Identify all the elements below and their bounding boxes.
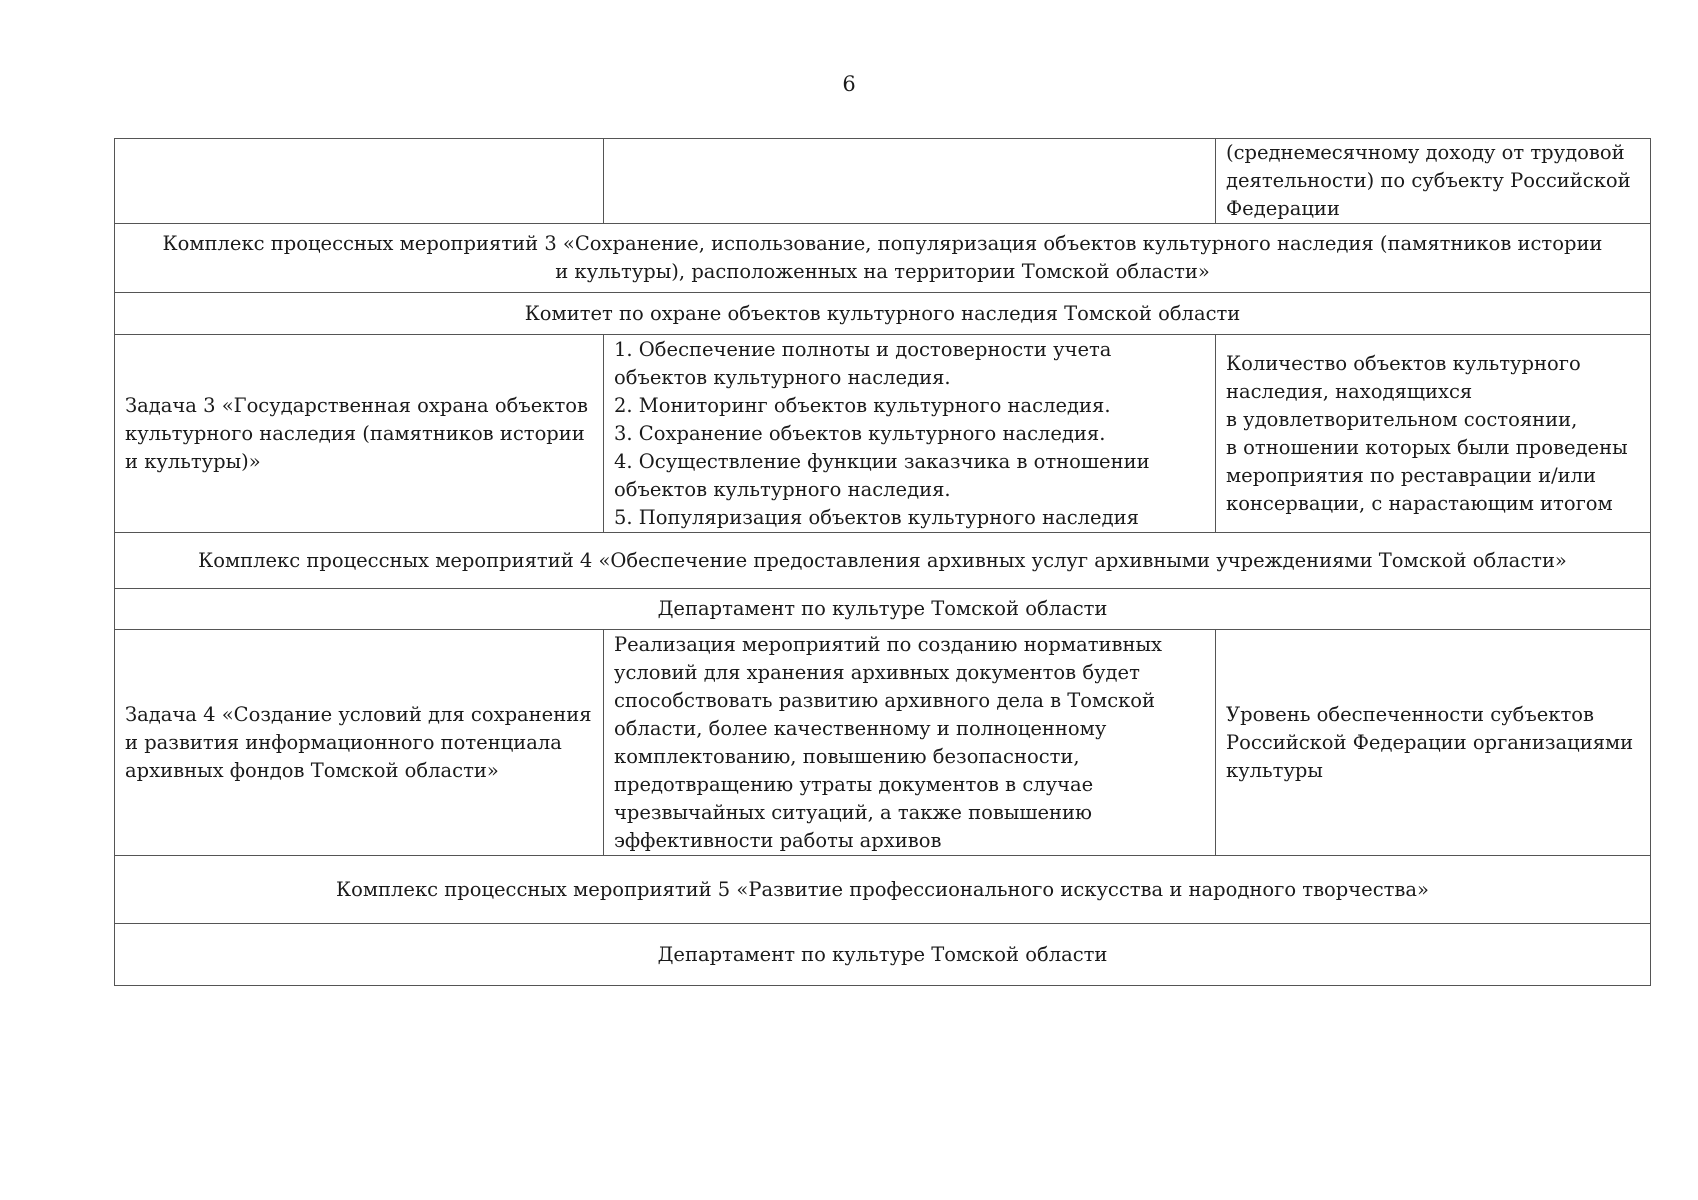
text-line: и культуры)» [125,449,261,473]
text-line: консервации, с нарастающим итогом [1226,491,1613,515]
text-line: и развития информационного потенциала [125,730,562,754]
text-line: Комплекс процессных мероприятий 3 «Сохранение, использование, популяризация объектов культурного наследия (памятников истории [162,232,1603,255]
text-line: деятельности) по субъекту Российской [1226,169,1631,192]
table-row [115,293,1651,335]
cell-indicator [1216,630,1651,856]
cell-indicator [1216,139,1651,224]
text-line: наследия, находящихся [1226,379,1473,403]
text-line: объектов культурного наследия. [614,365,951,389]
text-line: области, более качественному и полноценному [614,716,1107,740]
text-line: чрезвычайных ситуаций, а также повышению [614,800,1092,824]
responsible-org: Комитет по охране объектов культурного наследия Томской области [115,293,1651,335]
cell-task [115,630,604,856]
responsible-org: Департамент по культуре Томской области [115,924,1651,986]
cell-task [115,335,604,533]
cell-description [604,335,1216,533]
text-line: 1. Обеспечение полноты и достоверности учета [614,337,1112,361]
text-line: архивных фондов Томской области» [125,758,499,782]
complex-heading-3 [115,224,1651,293]
table-row [115,335,1651,533]
cell-description [604,139,1216,224]
text-line: Задача 3 «Государственная охрана объектов [125,393,588,417]
text-line: объектов культурного наследия. [614,477,951,501]
text-line: 3. Сохранение объектов культурного наследия. [614,421,1106,445]
text-line: (среднемесячному доходу от трудовой [1226,141,1625,164]
text-line: условий для хранения архивных документов будет [614,660,1140,684]
table-row [115,533,1651,589]
table-row [115,856,1651,924]
text-line: предотвращению утраты документов в случае [614,772,1094,796]
text-line: 2. Мониторинг объектов культурного наследия. [614,393,1111,417]
text-line: Российской Федерации организациями [1226,730,1634,754]
text-line: Задача 4 «Создание условий для сохранения [125,702,592,726]
text-line: в удовлетворительном состоянии, [1226,407,1578,431]
text-line: Количество объектов культурного [1226,351,1581,375]
table-row [115,139,1651,224]
text-line: Уровень обеспеченности субъектов [1226,702,1594,726]
text-line: культурного наследия (памятников истории [125,421,585,445]
complex-heading-5: Комплекс процессных мероприятий 5 «Развитие профессионального искусства и народного творчества» [115,856,1651,924]
cell-task [115,139,604,224]
page-number: 6 [842,72,856,96]
text-line: Федерации [1226,197,1340,220]
table-row [115,224,1651,293]
cell-description [604,630,1216,856]
text-line: мероприятия по реставрации и/или [1226,463,1597,487]
text-line: 5. Популяризация объектов культурного наследия [614,505,1139,529]
text-line: культуры [1226,758,1323,782]
text-line: способствовать развитию архивного дела в Томской [614,688,1156,712]
table-row [115,924,1651,986]
measures-table [114,138,1651,986]
text-line: Реализация мероприятий по созданию нормативных [614,632,1162,656]
text-line: в отношении которых были проведены [1226,435,1628,459]
table-row [115,630,1651,856]
responsible-org: Департамент по культуре Томской области [115,589,1651,630]
table-row [115,589,1651,630]
text-line: 4. Осуществление функции заказчика в отношении [614,449,1150,473]
complex-heading-4: Комплекс процессных мероприятий 4 «Обеспечение предоставления архивных услуг архивными учреждениями Томской области» [115,533,1651,589]
cell-indicator [1216,335,1651,533]
text-line: комплектованию, повышению безопасности, [614,744,1080,768]
text-line: и культуры), расположенных на территории Томской области» [555,260,1210,283]
text-line: эффективности работы архивов [614,828,942,852]
